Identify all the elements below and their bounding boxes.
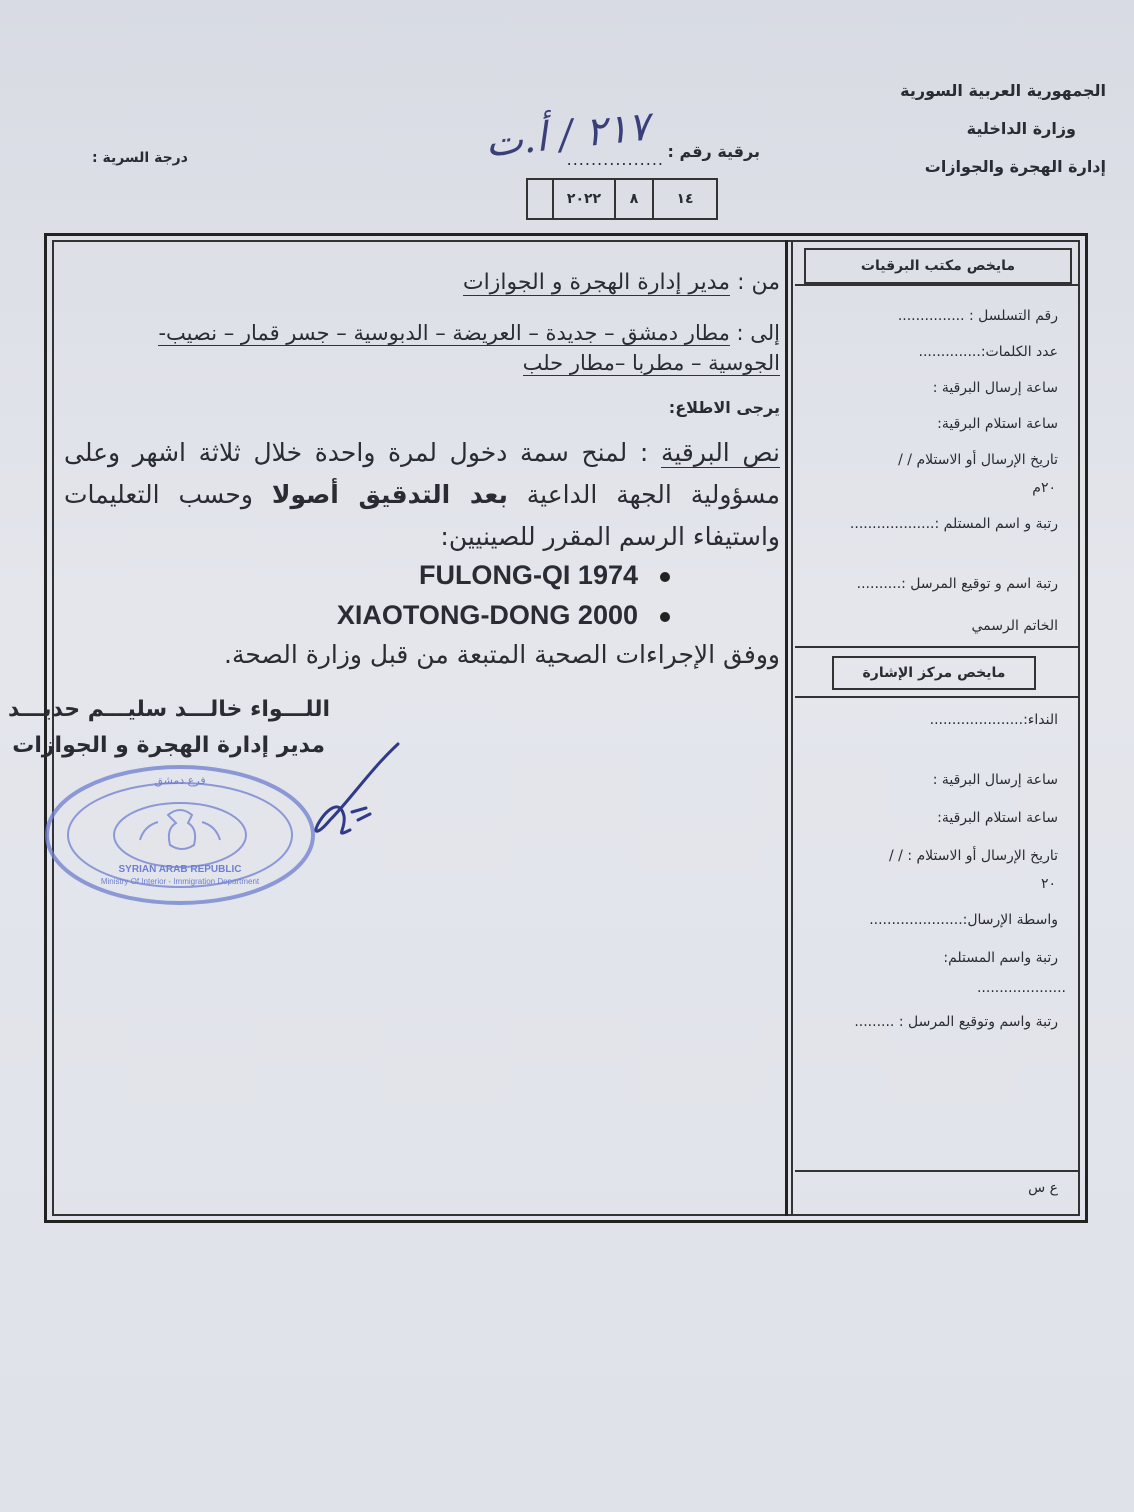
to-label: إلى : <box>736 321 780 345</box>
from-value: مدير إدارة الهجرة و الجوازات <box>462 270 731 295</box>
please-note: يرجى الاطلاع: <box>668 398 780 417</box>
footer-code: ع س <box>1028 1180 1058 1196</box>
signal-date-field: تاريخ الإرسال أو الاستلام : / / <box>888 848 1058 864</box>
stamp-country: SYRIAN ARAB REPUBLIC <box>118 864 242 875</box>
right-panel <box>795 240 1080 1216</box>
receive-time-field: ساعة استلام البرقية: <box>937 416 1058 432</box>
send-receive-date-field: تاريخ الإرسال أو الاستلام / / <box>898 452 1058 468</box>
health-line: ووفق الإجراءات الصحية المتبعة من قبل وزارة الصحة. <box>224 640 780 669</box>
official-stamp <box>40 760 320 910</box>
date-month: ٨ <box>614 180 652 218</box>
stamp-text-ar: فرع دمشق <box>154 774 206 787</box>
word-count-field: عدد الكلمات:.............. <box>918 344 1058 360</box>
serial-number-field: رقم التسلسل : ............... <box>897 308 1058 324</box>
signer-title: مدير إدارة الهجرة و الجوازات <box>12 733 325 758</box>
send-time-field: ساعة إرسال البرقية : <box>932 380 1058 396</box>
signer-name: اللـــواء خالـــد سليـــم حديـــد <box>7 697 330 722</box>
receiver-field: رتبة و اسم المستلم :................... <box>849 516 1058 532</box>
handwritten-signature <box>290 740 410 850</box>
section-divider <box>795 1170 1080 1172</box>
telegram-text-bold: بعد التدقيق أصولا <box>271 480 508 509</box>
call-sign-field: النداء:..................... <box>929 712 1058 728</box>
bullet-icon <box>660 612 670 622</box>
stamp-text-en: Ministry Of Interior - Immigration Department <box>100 877 260 886</box>
signal-receive-time-field: ساعة استلام البرقية: <box>937 810 1058 826</box>
department-name: إدارة الهجرة والجوازات <box>924 157 1106 176</box>
section-divider <box>795 696 1080 698</box>
ministry-name: وزارة الداخلية <box>966 119 1076 138</box>
telegram-text-label: نص البرقية <box>660 438 780 467</box>
to-line <box>80 318 780 378</box>
header-block <box>876 72 1106 186</box>
column-divider-inner <box>791 240 793 1216</box>
person-name: XIAOTONG-DONG 2000 <box>336 600 638 630</box>
date-box <box>526 178 718 220</box>
republic-name: الجمهورية العربية السورية <box>900 81 1106 100</box>
transmission-means-field: واسطة الإرسال:..................... <box>869 912 1058 928</box>
telegram-text-part2: وحسب التعليمات واستيفاء الرسم المقرر للصينيين: <box>64 480 780 551</box>
from-line <box>463 270 780 295</box>
telegram-number-dots: ................ <box>566 150 664 169</box>
telegram-number <box>360 103 760 172</box>
telegram-office-title: مايخص مكتب البرقيات <box>804 248 1072 284</box>
signal-receiver-dots: .................... <box>976 980 1066 996</box>
sender-field: رتبة اسم و توقيع المرسل :.......... <box>856 576 1058 592</box>
telegram-text-part1: : لمنح سمة دخول لمرة واحدة خلال ثلاثة اشهر وعلى مسؤولية الجهة الداعية <box>64 438 780 509</box>
signal-receiver-field: رتبة واسم المستلم: <box>943 950 1058 966</box>
person-item <box>337 600 670 631</box>
column-divider <box>785 240 788 1216</box>
date-extra <box>528 180 552 218</box>
bullet-icon <box>660 572 670 582</box>
date-year: ٢٠٢٢ <box>552 180 614 218</box>
from-label: من : <box>737 270 780 295</box>
official-stamp-field: الخاتم الرسمي <box>971 618 1058 634</box>
secrecy-label: درجة السرية : <box>92 150 188 166</box>
section-divider <box>795 646 1080 648</box>
person-name: FULONG-QI 1974 <box>418 560 638 590</box>
signal-date-year-field: ٢٠ <box>1040 876 1056 892</box>
telegram-text <box>64 432 780 558</box>
date-year-field: ٢٠م <box>1032 480 1056 496</box>
signal-center-title: مايخص مركز الإشارة <box>832 656 1036 690</box>
date-day: ١٤ <box>652 180 716 218</box>
telegram-number-label: برقية رقم : <box>667 142 760 161</box>
signal-sender-field: رتبة واسم وتوقيع المرسل : ......... <box>854 1014 1058 1030</box>
section-divider <box>795 284 1080 286</box>
person-item <box>419 560 670 591</box>
signal-send-time-field: ساعة إرسال البرقية : <box>932 772 1058 788</box>
telegram-number-handwritten: ٢١٧ / أ.ت <box>483 103 652 167</box>
to-value: مطار دمشق – جديدة – العريضة – الدبوسية – جسر قمار – نصيب- الجوسية – مطربا –مطار حلب <box>158 321 780 375</box>
